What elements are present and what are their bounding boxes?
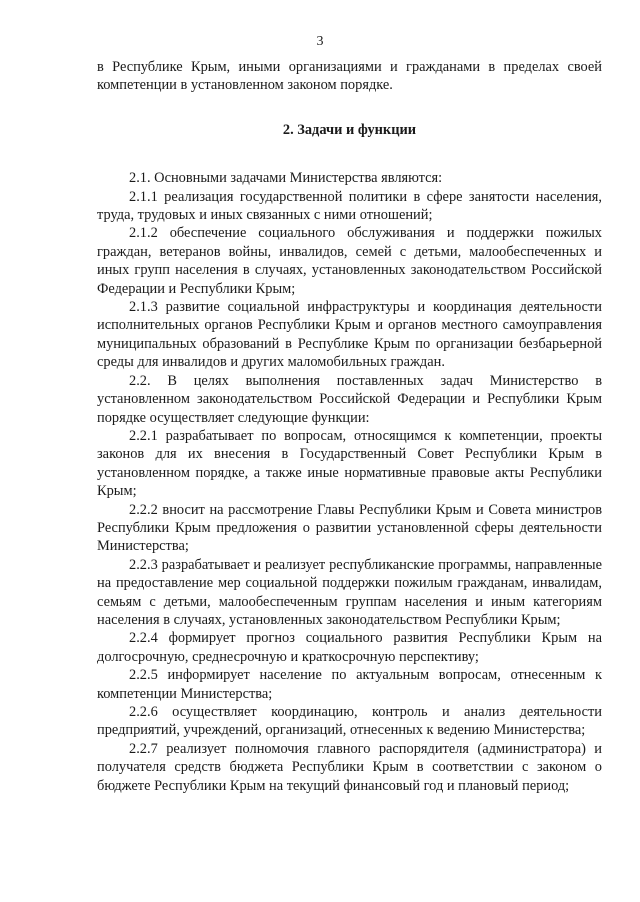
paragraph-2-2-4: 2.2.4 формирует прогноз социального развития Республики Крым на долгосрочную, среднесрочную и краткосрочную перспективу; bbox=[97, 630, 602, 665]
paragraph-2-1-3: 2.1.3 развитие социальной инфраструктуры и координация деятельности исполнительных органов Республики Крым и органов местного самоуправления муниципальных образований в Республике Крым по организации безбарьерной среды для инвалидов и других маломобильных граждан. bbox=[97, 299, 602, 371]
page-number: 3 bbox=[316, 34, 324, 49]
paragraph-2-1-1: 2.1.1 реализация государственной политики в сфере занятости населения, труда, трудовых и иных связанных с ними отношений; bbox=[97, 188, 602, 224]
paragraph-2-1-2: 2.1.2 обеспечение социального обслуживания и поддержки пожилых граждан, ветеранов войны, инвалидов, семей с детьми, малообеспеченных и иных групп населения в случаях, установленных законодательством Российской Федерации и Республики Крым; bbox=[97, 225, 602, 297]
paragraph-2-2-1: 2.2.1 разрабатывает по вопросам, относящимся к компетенции, проекты законов для их внесения в Государственный Совет Республики Крым в установленном порядке, а также иные нормативные правовые акты Республики Крым; bbox=[97, 427, 602, 500]
paragraph-2-2-2: 2.2.2 вносит на рассмотрение Главы Республики Крым и Совета министров Республики Крым предложения о развитии установленной сферы деятельности Министерства; bbox=[97, 501, 602, 555]
paragraph-2-2-5: 2.2.5 информирует население по актуальным вопросам, отнесенным к компетенции Министерства; bbox=[97, 667, 602, 702]
paragraph-2-2-6: 2.2.6 осуществляет координацию, контроль и анализ деятельности предприятий, учреждений, организаций, отнесенных к ведению Министерства; bbox=[97, 704, 602, 739]
paragraph-2-1: 2.1. Основными задачами Министерства являются: bbox=[129, 170, 443, 187]
document-body bbox=[97, 58, 602, 795]
paragraph-2-2-7: 2.2.7 реализует полномочия главного распорядителя (администратора) и получателя средств бюджета Республики Крым в соответствии с законом о бюджете Республики Крым на текущий финансовый год и плановый период; bbox=[97, 740, 602, 794]
paragraph-2-2-3: 2.2.3 разрабатывает и реализует республиканские программы, направленные на предоставление мер социальной поддержки пожилым гражданам, инвалидам, семьям с детьми, малообеспеченным группам населения и иным категориям населения в случаях, установленных законодательством Республики Крым; bbox=[97, 556, 602, 628]
section-heading: 2. Задачи и функции bbox=[282, 121, 417, 138]
intro-paragraph: в Республике Крым, иными организациями и гражданами в пределах своей компетенции в установленном законом порядке. bbox=[97, 59, 602, 94]
paragraph-2-2: 2.2. В целях выполнения поставленных задач Министерство в установленном законодательством Российской Федерации и Республики Крым порядке осуществляет следующие функции: bbox=[97, 372, 602, 426]
